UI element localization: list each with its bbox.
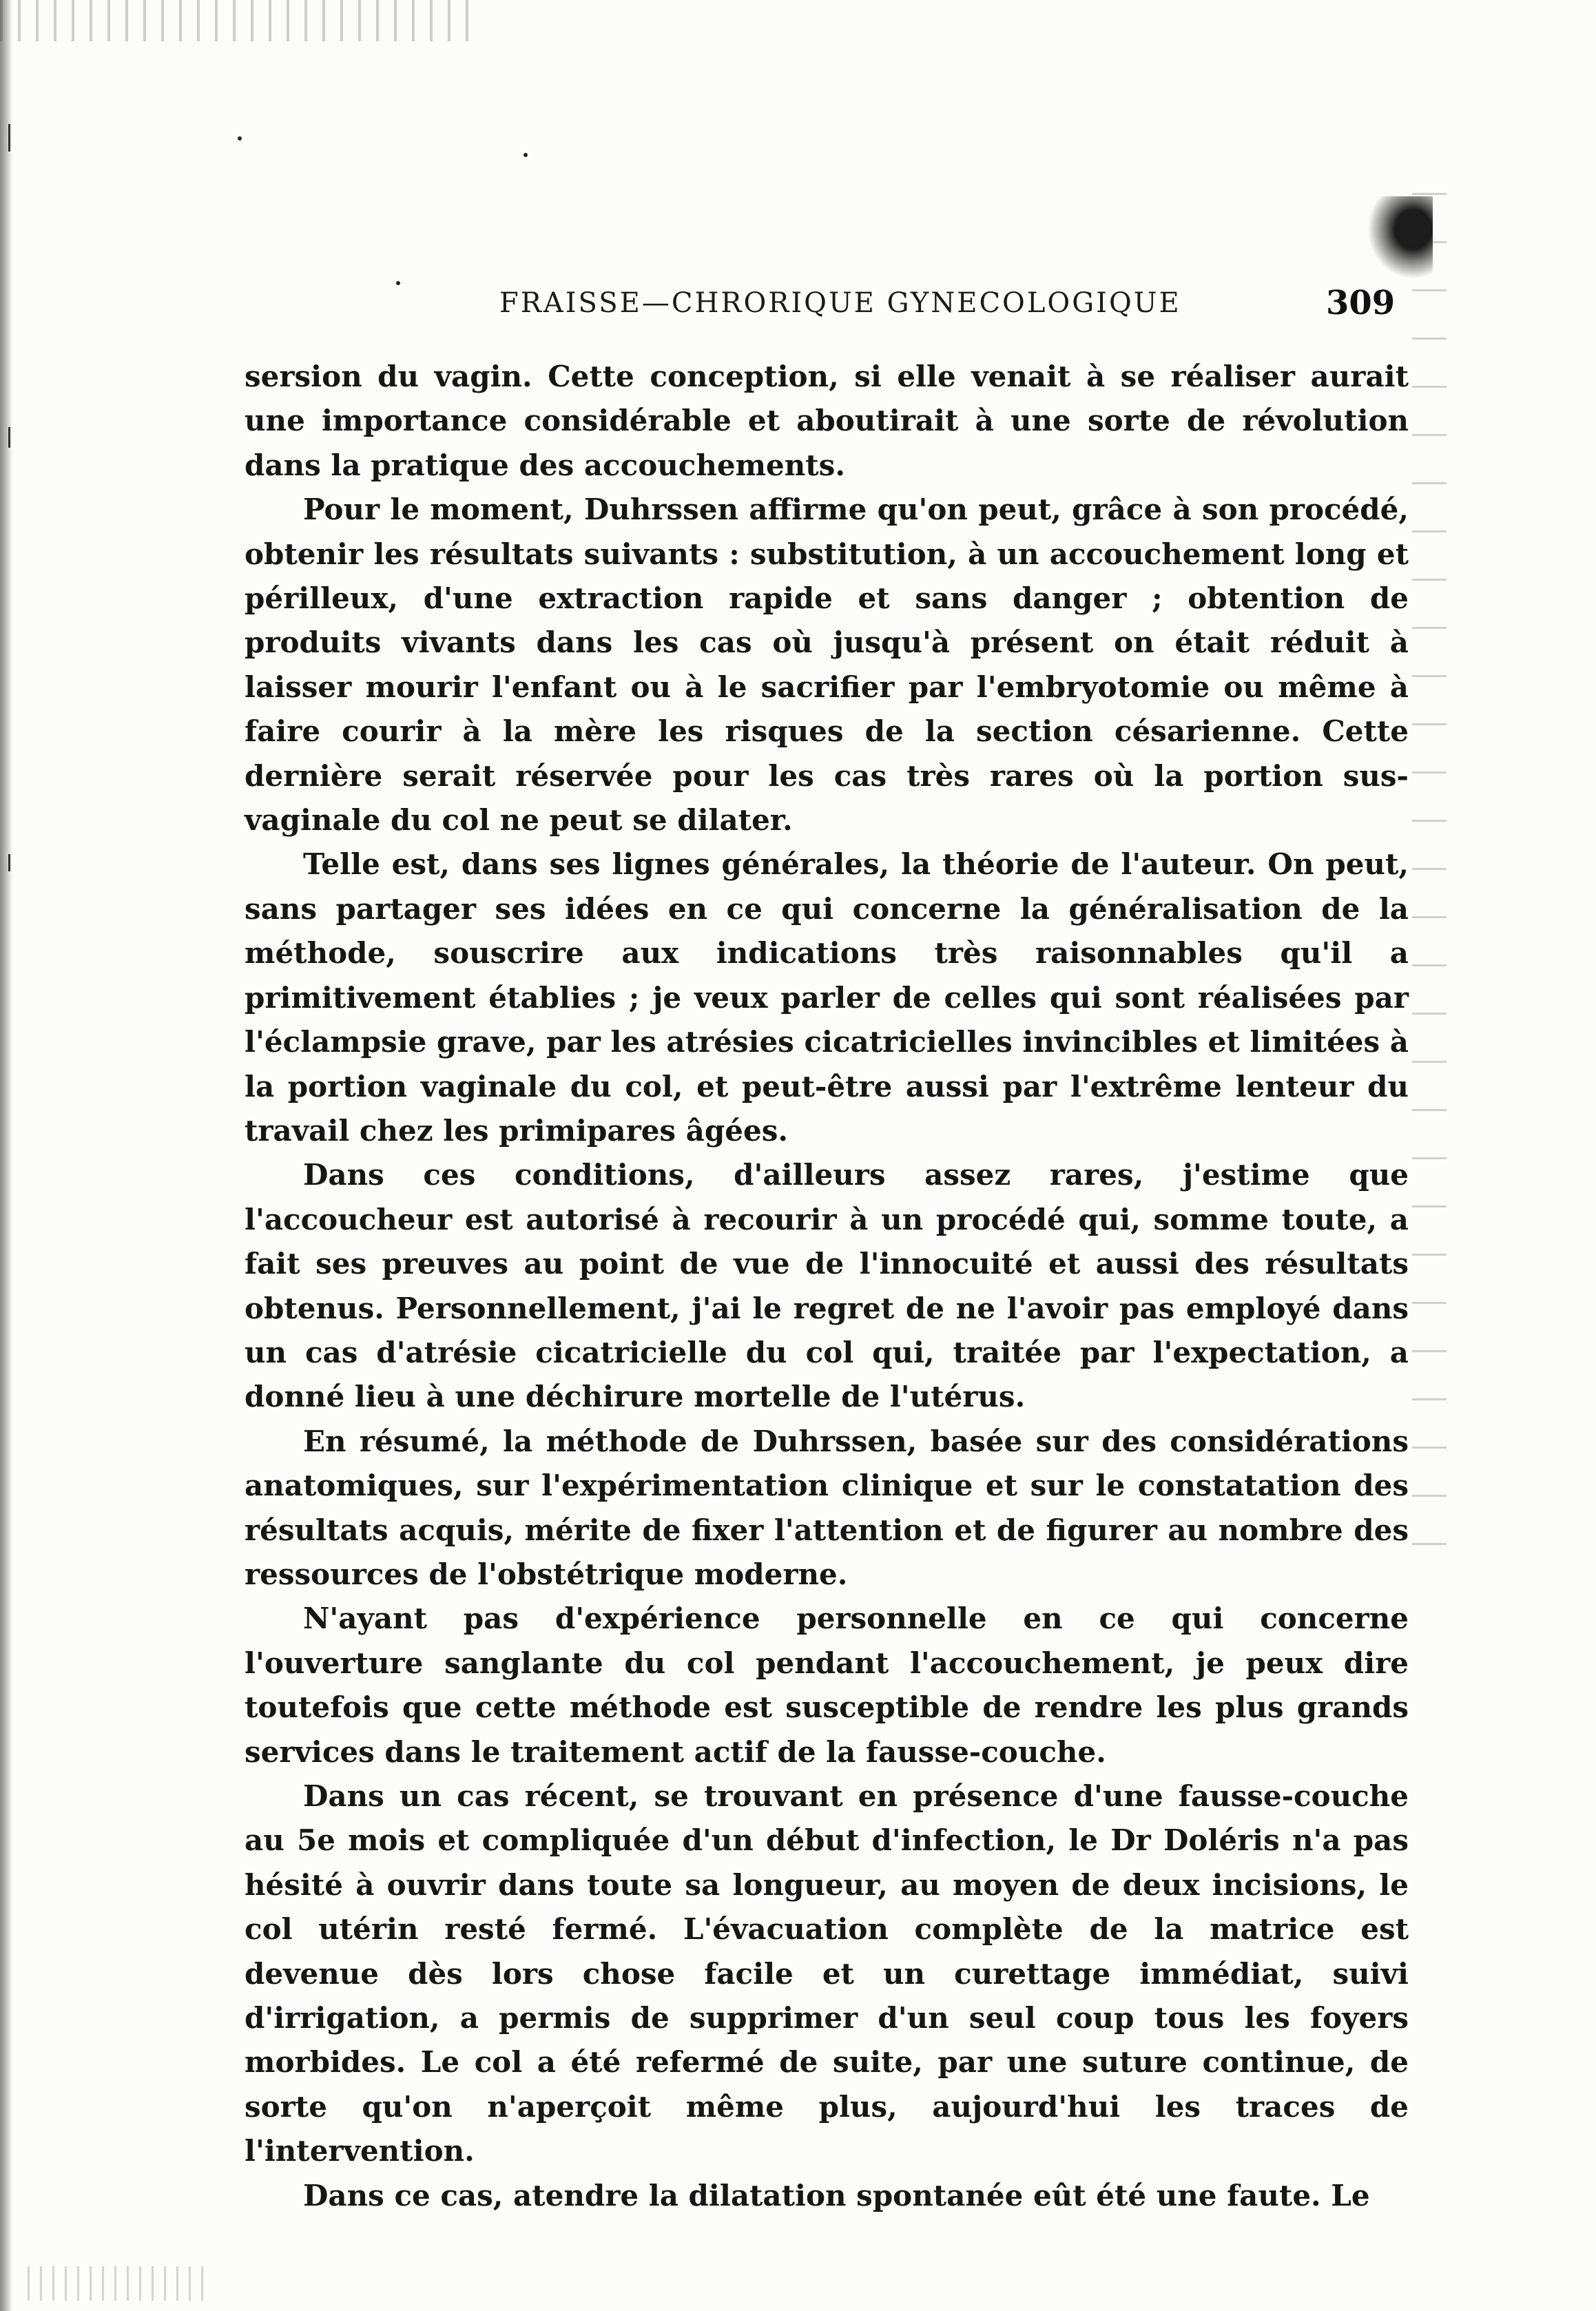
running-title: FRAISSE—CHRORIQUE GYNECOLOGIQUE	[499, 287, 1181, 319]
paragraph: Pour le moment, Duhrssen affirme qu'on peut, grâce à son procédé, obtenir les résultats suivants : substitution, à un accouchement long et périlleux, d'une extraction rapide et sans danger ; obtention de produits vivants dans les cas où jusqu'à présent on était réduit à laisser mourir l'enfant ou à le sacrifier par l'embryotomie ou même à faire courir à la mère les risques de la section césarienne. Cette dernière serait réservée pour les cas très rares où la portion sus-vaginale du col ne peut se dilater.	[245, 493, 1409, 838]
scan-mark	[8, 854, 10, 871]
paragraph: sersion du vagin. Cette conception, si elle venait à se réaliser aurait une importance considérable et aboutirait à une sorte de révolution dans la pratique des accouchements.	[245, 360, 1409, 482]
paragraph: N'ayant pas d'expérience personnelle en ce qui concerne l'ouverture sanglante du col pendant l'accouchement, je peux dire toutefois que cette méthode est susceptible de rendre les plus grands services dans le traitement actif de la fausse-couche.	[245, 1602, 1409, 1769]
page-header	[245, 279, 1433, 327]
scan-left-edge	[0, 0, 12, 2311]
scan-speck	[524, 153, 528, 157]
paragraph: Dans ces conditions, d'ailleurs assez rares, j'estime que l'accoucheur est autorisé à recourir à un procédé qui, somme toute, a fait ses preuves au point de vue de l'innocuité et aussi des résultats obtenus. Personnellement, j'ai le regret de ne l'avoir pas employé dans un cas d'atrésie cicatricielle du col qui, traitée par l'expectation, a donné lieu à une déchirure mortelle de l'utérus.	[245, 1158, 1409, 1414]
paragraph: En résumé, la méthode de Duhrssen, basée sur des considérations anatomiques, sur l'expérimentation clinique et sur le constatation des résultats acquis, mérite de fixer l'attention et de figurer au nombre des ressources de l'obstétrique moderne.	[245, 1424, 1409, 1591]
scan-noise-top	[0, 0, 482, 41]
scan-mark	[8, 427, 10, 448]
scan-mark	[8, 124, 10, 152]
paragraph: Dans un cas récent, se trouvant en présence d'une fausse-couche au 5e mois et compliquée d'un début d'infection, le Dr Doléris n'a pas hésité à ouvrir dans toute sa longueur, au moyen de deux incisions, le col utérin resté fermé. L'évacuation complète de la matrice est devenue dès lors chose facile et un curettage immédiat, suivi d'irrigation, a permis de supprimer d'un seul coup tous les foyers morbides. Le col a été refermé de suite, par une suture continue, de sorte qu'on n'aperçoit même plus, aujourd'hui les traces de l'intervention.	[245, 1779, 1409, 2168]
scan-noise-bottom	[28, 2266, 207, 2301]
paragraph: Dans ce cas, atendre la dilatation spontanée eût été une faute. Le	[303, 2178, 1370, 2212]
scan-noise-right	[1412, 193, 1447, 1571]
scan-speck	[238, 136, 242, 141]
page-number: 309	[1326, 284, 1396, 322]
paragraph: Telle est, dans ses lignes générales, la théorie de l'auteur. On peut, sans partager ses idées en ce qui concerne la généralisation de la méthode, souscrire aux indications très raisonnables qu'il a primitivement établies ; je veux parler de celles qui sont réalisées par l'éclampsie grave, par les atrésies cicatricielles invincibles et limitées à la portion vaginale du col, et peut-être aussi par l'extrême lenteur du travail chez les primipares âgées.	[245, 847, 1409, 1148]
body-text	[245, 355, 1409, 2218]
